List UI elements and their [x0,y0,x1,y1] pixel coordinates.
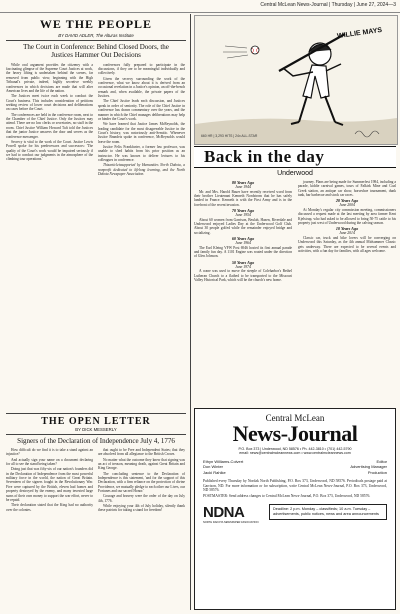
staff-row [203,470,387,475]
article-paragraph: Justice Felix Frankfurter, a former law professor, was unable to shed habits from his prior position as an instructor. He was known to deliver lectures to his colleagues in conference. [98,145,185,163]
entry-text [194,190,292,208]
entry-heading: 20 Years Ago [335,198,359,204]
entry-text [298,180,396,198]
running-header [0,0,400,13]
article-paragraph: conferences fully prepared to participate in the discussions, if they are to be meaningful individually and collectively. [98,62,185,76]
article-paragraph: The Chief Justice leads each discussion, and Justices speak in order of seniority. The role of the Chief Justice in conference has drawn commentary over the years, and the manner in which the Chief manages deliberations may help or hinder the Court's work. [98,99,185,121]
article-paragraph: The concluding sentence to the Declaration of Independence is this statement, 'and for the support of this Declaration, with a firm reliance on the protection of divine Providence, we mutually pledge to each other our Lives, our Fortunes and our sacred Honor.' [98,471,185,494]
entry-heading: 70 Years Ago [231,208,255,214]
article-column-1 [6,448,93,588]
staff-role: Editor [376,459,387,464]
cartoon-caption: WILLIE MAYS [336,26,383,41]
entry-heading: 10 Years Ago [335,226,359,232]
ndna-logo-text: NDNA [203,504,245,522]
paper-name-main: News-Journal [232,421,358,446]
history-column-2 [298,180,396,408]
staff-name: Ethyn Williams-Colvert [203,459,244,464]
headline: Signers of the Declaration of Independence July 4, 1776 [17,436,175,445]
divider [6,40,186,41]
postmaster-statement: POSTMASTER: Send address changes to Central McLean News-Journal, P.O. Box 373, Underwood, ND 58576. [203,493,371,498]
entry-paragraph: A crane was used to move the steeple of Coleharbor's Bethel Lutheran Church to a flatbed to be transported to the Missouri Valley Historical Park, which will be the church's new home. [194,269,292,283]
publisher-info [203,479,387,498]
entry-date: June 1974 [235,264,251,269]
entry-text [194,269,292,282]
article-column-1 [6,63,93,393]
masthead-box [194,408,396,610]
entry-text [194,246,292,259]
masthead-footer [203,504,387,524]
masthead-address: P.O. Box 373 | Underwood, ND 58576 • Ph. 442-3810 • (701) 442-5790 [238,447,352,451]
article-paragraph: We have learned that Justice James McReynolds, the leading candidate for the most disagreeable Justice in the Court's history, was notoriously anti-Semitic. Whenever Justice Brandeis spoke in conference, McReynolds would leave the room. [98,122,185,144]
article-paragraph: Courage and bravery were the order of the day on July 4th, 1776. [98,494,185,503]
editorial-cartoon [194,15,398,145]
article-paragraph: that ought to be Free and Independent States; that they are absolved from all allegiance to the British Crown. [98,447,185,457]
staff-name: Jacki Rahlke [203,469,226,475]
entry-heading: 60 Years Ago [231,236,255,242]
entry-heading: 50 Years Ago [231,259,255,265]
history-entry [194,260,292,283]
article-column-2 [98,63,185,393]
entry-heading: 80 Years Ago [231,180,255,185]
ndna-tagline: NORTH DAKOTA NEWSPAPER ASSOCIATION [203,521,259,525]
section-title: Back in the day [204,147,325,166]
staff-role: Production [367,469,387,475]
byline: BY DICK MESSERLY [75,427,117,432]
article-paragraph: Given the secrecy surrounding the work of the conference, what we know about it is derived from an occasional revelation in a Justice's opinion, an off-the-bench remark and, when available, the private papers of the Justices. [98,76,185,99]
entry-paragraph: About 60 women from Garrison, Beulah, Hazen, Riverdale and Underwood enjoyed Ladies Day at the Underwood Golf Club. About 30 people golfed while the remainder enjoyed bridge and socializing. [194,217,292,235]
history-column-1 [194,180,292,408]
article-paragraph: The conferences are held in the conference room, next to the Chamber of the Chief Justice. Only the Justices may attend. There are no law clerks or secretaries, no staff in the room. Chief Justice William Howard Taft told the Justices that the junior Justice answers the door and serves as the conference messenger. [6,112,93,139]
byline: BY DAVID ADLER, The Alturas Institute [58,33,134,38]
staff-name: Don Winter [203,464,224,470]
history-entry [194,180,292,207]
staff-role: Advertising Manager [350,464,387,470]
article-paragraph: How difficult do we find it is to take a stand against an injustice? [6,447,93,457]
back-in-the-day-section [194,146,396,406]
ndna-logo [203,504,263,524]
history-entry [194,236,292,259]
history-entry [298,198,396,225]
article-paragraph: And actually sign your name on a document declaring for all to see the stand being taken? [6,457,93,466]
entry-paragraph: The Earl Kleing VFW Post 6946 hosted its first annual parade and family fun day. A 1101 Engine was routed under the direction of Glen Johnson. [194,245,292,259]
history-entry [298,226,396,253]
we-the-people-section [6,15,186,413]
history-entry [194,208,292,235]
entry-paragraph: journey. Plans are being made for Summerfest 1984, including a parade, kiddie carnival games, tours of Falkirk Mine and Coal Creek station, an antique car show, horseshoe tournament, dunk tank, bar barbecue and stock car races. [298,180,396,198]
publisher-statement: Published every Thursday by Nordak North Publishing, P.O. Box 373, Underwood, ND 58576. Periodicals postage paid at Garrison, ND. For more information or for subscription, write Central McLean News-Journal, P.O. Box 373, Underwood, ND 58576. [203,479,387,493]
open-letter-section [6,413,186,611]
entry-paragraph: Classic car, truck and bike lovers will be converging on Underwood this Saturday, as the 4th annual Midsummer Classic gets underway. There are expected to be several events and activities, with a fun day for families, with all ages welcome. [298,236,396,254]
article-paragraph: No matter what the outcome they knew that signing was an act of treason, meaning death, against Great Britain and King George. [98,457,185,471]
article-paragraph: Secrecy is vital to the work of the Court. Justice Lewis Powell spoke for his predecessors and successors: 'The quality of the Court's work would be impaired seriously if we had to conduct our judgments in the atmosphere of the climbing tour operations.' [6,139,93,162]
divider [6,413,186,414]
masthead-email: email: news@centralmcleannews.com • www.centralmcleannews.com [239,451,351,455]
entry-date: June 1964 [235,241,251,246]
article-paragraph: Their declaration stated that the King had no authority over the colonies. [6,503,93,512]
section-subtitle: Underwood [277,170,313,177]
article-paragraph: While oral argument provides the citizenry with a fascinating glimpse of the Supreme Court Justices at work, the heavy lifting is undertaken behind the scenes, far removed from public view, beginning with the High Tribunal's private, indeed, highly secretive weekly conferences in which decisions are made that will alter American lives and the life of the nation. [6,62,93,93]
entry-text [298,208,396,226]
divider [6,434,186,435]
entry-text [194,218,292,236]
article-column-2 [98,448,185,588]
entry-date: June 2014 [339,231,355,236]
section-title: THE OPEN LETTER [41,416,151,427]
section-title: WE THE PEOPLE [39,17,153,31]
entry-paragraph: At Monday's regular city commission meeting, commissioners discussed a request made at the last meeting by area farmer Kent Kjelstrup, who had asked to be allowed to bring 50-75 cattle to his property just west of Underwood during the calving season. [298,208,396,226]
article-paragraph: The Justices meet twice each week to conduct the Court's business. This includes consideration of petitions seeking review of lower court decisions and deliberations on cases before the Court. [6,94,93,112]
article-paragraph: Doing just that was fifty-six of our nation's founders did in the Declaration of Independence from the most powerful military force in the world, the nation of Great Britain. Seventeen of the signers fought in the Revolutionary War. Five were captured by the British, eleven had homes and property destroyed by the enemy, and many invested large sums of their own money to support the war effort, never to be repaid. [6,467,93,502]
paper-name-top: Central McLean [265,413,325,423]
running-header-text: Central McLean News-Journal | Thursday | June 27, 2024—3 [260,2,396,8]
entry-date: June 1944 [235,185,251,189]
entry-date: June 2004 [339,203,355,208]
history-entry [298,180,396,198]
column-divider [190,14,191,610]
entry-text [298,236,396,254]
entry-paragraph: Mr. and Mrs. Harold Bauer have recently received word from their brother Lieutenant Kenneth Nordstrom that he has safely landed in France. Kenneth is with the First Army and is in the forefront of the recent invasion. [194,189,292,207]
headline: The Court in Conference: Behind Closed Doors, the Justices Hammer Out Decisions [23,42,169,60]
back-in-the-day-banner [194,146,396,168]
deadline-box: Deadline: 2 p.m. Monday – classifieds; 10 a.m. Tuesday – advertisements, public notices, news and area announcements [269,504,387,520]
article-footnote: Thisarticleissupported by Humanities North Dakota, a nonprofit dedicated to lifelong learning, and the North Dakota Newspaper Association. [98,163,185,177]
entry-date: June 1954 [235,213,251,218]
staff-list [203,459,387,475]
article-paragraph: While enjoying your 4th of July holiday, silently thank these patriots for taking a stand for freedom! [98,503,185,513]
cartoon-stats: 660 HR | 3,293 HITS | 24x ALL-STAR [201,134,258,138]
